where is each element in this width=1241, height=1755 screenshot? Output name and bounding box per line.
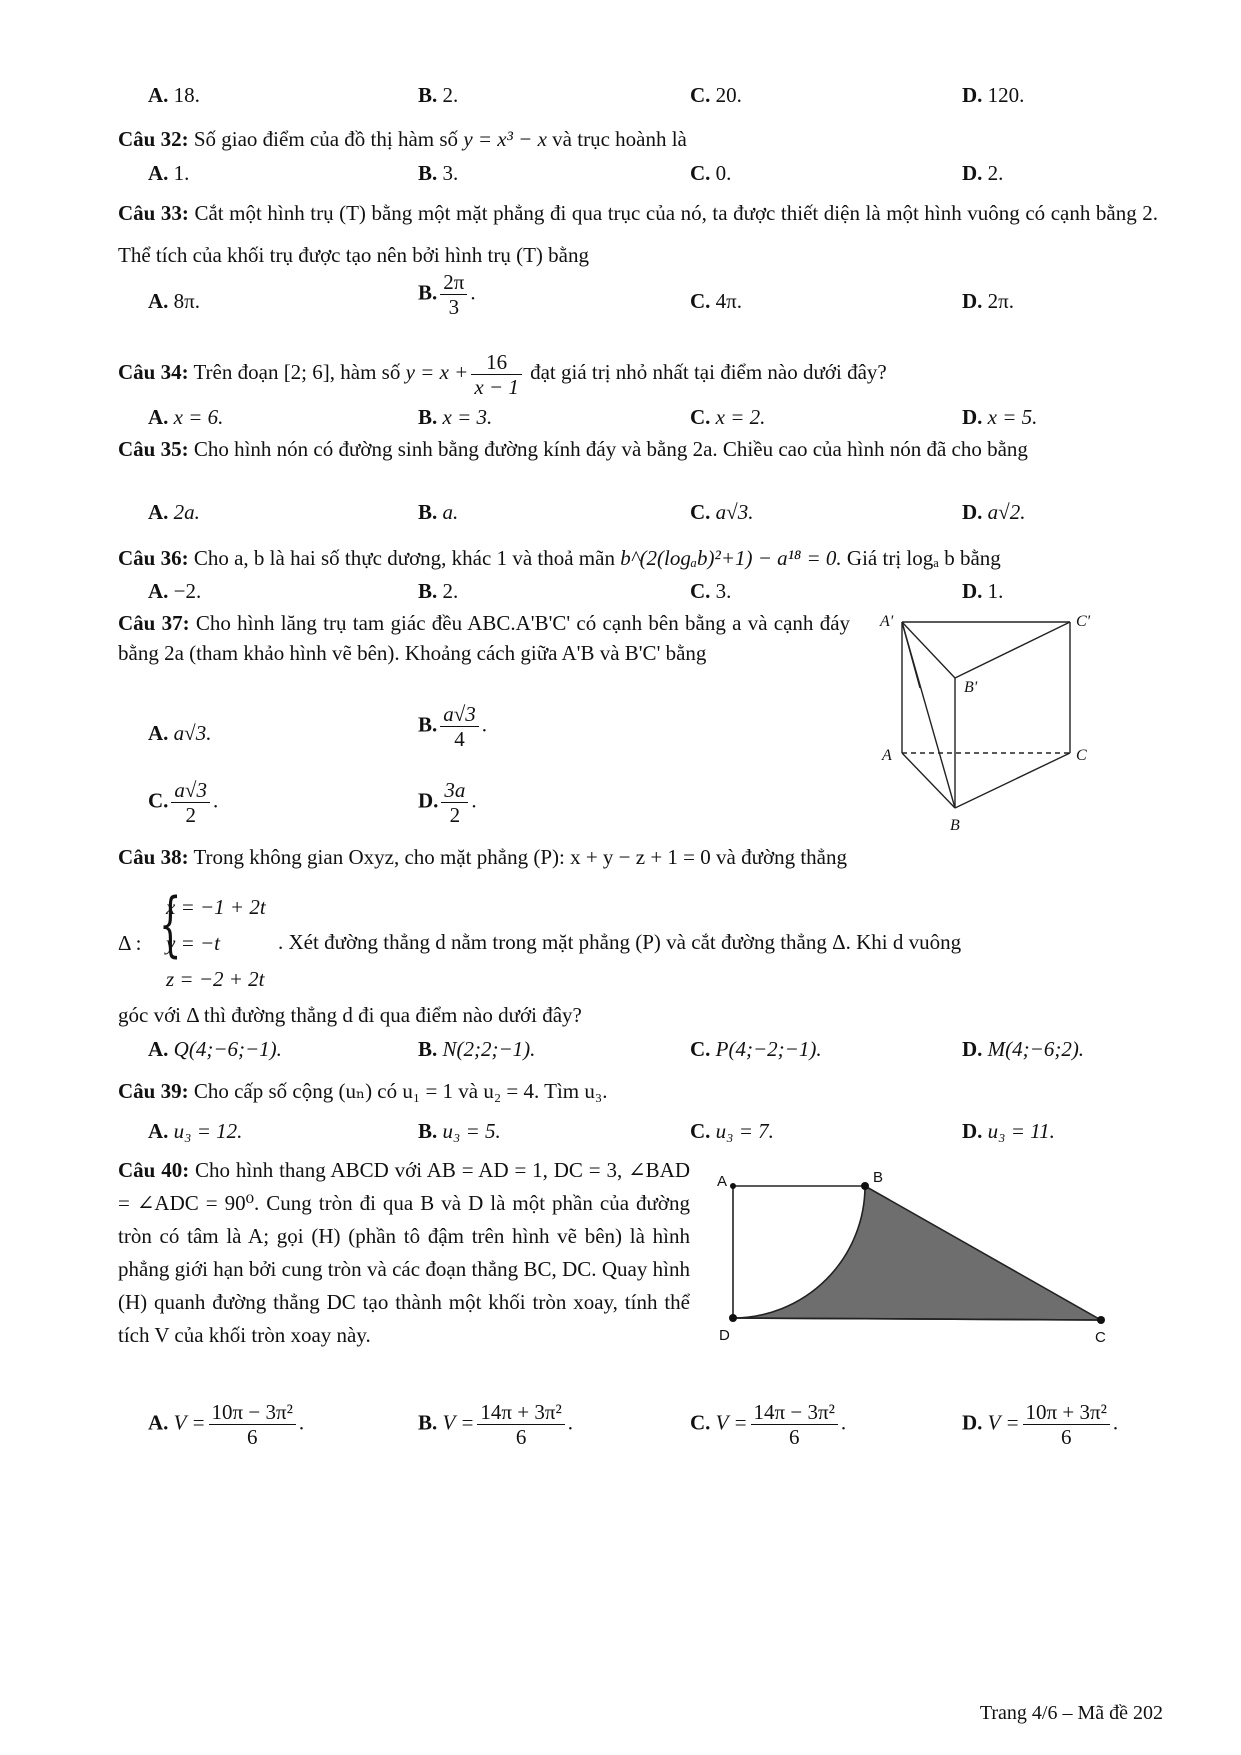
q40-option-c: C. V = $\frac{\text{14π − 3π²}}{6}$ . [690, 1400, 847, 1449]
q40-option-b: B. V = $\frac{\text{14π + 3π²}}{6}$ . [418, 1400, 573, 1449]
label-C1: C' [1076, 613, 1091, 630]
q38-option-b: B. N(2;2;−1). [418, 1037, 536, 1061]
q33-option-a: A. 8π. [148, 289, 201, 313]
q33-option-b: B. $\frac{2\pi}{3}$ . [418, 270, 476, 319]
q35-option-d: D. a√2. [962, 500, 1026, 524]
q39-option-d: D. u₃ = 11. [962, 1119, 1055, 1143]
q37-stem: Câu 37: Cho hình lăng trụ tam giác đều ABC.A'B'C' có cạnh bên bằng a và cạnh đáy bằng 2a (tham khảo hình vẽ bên). Khoảng cách giữa A'B và B'C' bằng [118, 611, 851, 665]
page-footer: Trang 4/6 – Mã đề 202 [979, 1702, 1163, 1724]
q39-stem: Câu 39: Cho cấp số cộng (uₙ) có u₁ = 1 và u₂ = 4. Tìm u₃. [118, 1079, 608, 1103]
q31-option-d: D. 120. [962, 83, 1025, 107]
q38-option-c: C. P(4;−2;−1). [690, 1037, 822, 1061]
q34-stem: Câu 34: Trên đoạn [2; 6], hàm số y = x + $\frac{16}{x - 1}$ đạt giá trị nhỏ nhất tại điểm nào dưới đây? [118, 349, 887, 399]
q34-option-a: A. x = 6. [148, 405, 224, 429]
q35-option-c: C. a√3. [690, 500, 754, 524]
label-C: C [1076, 747, 1087, 764]
q36-option-c: C. 3. [690, 579, 732, 603]
q37-option-c: C. $\frac{a√3}{2}$ . [148, 778, 219, 827]
q40-stem: Câu 40: Cho hình thang ABCD với AB = AD = 1, DC = 3, ∠BAD = ∠ADC = 90⁰. Cung tròn đi qua B và D là một phần của đường tròn có tâm là A; gọi (H) (phần tô đậm trên hình vẽ bên) là hình phẳng giới hạn bởi cung tròn và các đoạn thẳng BC, DC. Quay hình (H) quanh đường thẳng DC tạo thành một khối tròn xoay, tính thể tích V của khối tròn xoay này. [118, 1158, 691, 1347]
q34-option-c: C. x = 2. [690, 405, 766, 429]
q32-option-b: B. 3. [418, 161, 459, 185]
prism-figure [870, 608, 1110, 838]
q40-option-a: A. V = $\frac{\text{10π − 3π²}}{6}$ . [148, 1400, 305, 1449]
label-D: D [719, 1327, 730, 1344]
q37-option-d: D. $\frac{3a}{2}$ . [418, 778, 477, 827]
trapezoid-figure [717, 1169, 1125, 1346]
label-A1: A' [880, 613, 894, 630]
q38-stem: Câu 38: Trong không gian Oxyz, cho mặt phẳng (P): x + y − z + 1 = 0 và đường thẳng [118, 845, 847, 869]
q31-option-c: C. 20. [690, 83, 742, 107]
q34-option-d: D. x = 5. [962, 405, 1038, 429]
label-A: A [717, 1173, 728, 1190]
q32-option-d: D. 2. [962, 161, 1004, 185]
q35-option-b: B. a. [418, 500, 459, 524]
q35-option-a: A. 2a. [148, 500, 200, 524]
q32-option-a: A. 1. [148, 161, 190, 185]
q31-option-b: B. 2. [418, 83, 459, 107]
q32-option-c: C. 0. [690, 161, 732, 185]
q40-option-d: D. V = $\frac{\text{10π + 3π²}}{6}$ . [962, 1400, 1119, 1449]
q34-option-b: B. x = 3. [418, 405, 493, 429]
q36-option-b: B. 2. [418, 579, 459, 603]
q32-stem: Câu 32: Số giao điểm của đồ thị hàm số y = x³ − x và trục hoành là [118, 127, 687, 151]
q37-option-b: B. $\frac{a√3}{4}$ . [418, 702, 488, 751]
q36-option-a: A. −2. [148, 579, 202, 603]
q36-option-d: D. 1. [962, 579, 1004, 603]
q33-option-c: C. 4π. [690, 289, 743, 313]
label-B: B [950, 817, 960, 834]
q38-option-d: D. M(4;−6;2). [962, 1037, 1085, 1061]
q39-option-a: A. u₃ = 12. [148, 1119, 243, 1143]
label-B: B [873, 1169, 884, 1186]
q31-option-a: A. 18. [148, 83, 200, 107]
label-B1: B' [964, 679, 978, 696]
label-C: C [1095, 1329, 1106, 1346]
q39-option-b: B. u₃ = 5. [418, 1119, 501, 1143]
q38-option-a: A. Q(4;−6;−1). [148, 1037, 282, 1061]
q35-stem: Câu 35: Cho hình nón có đường sinh bằng đường kính đáy và bằng 2a. Chiều cao của hình nón đã cho bằng [118, 437, 1028, 461]
label-A: A [882, 747, 892, 764]
q36-stem: Câu 36: Cho a, b là hai số thực dương, khác 1 và thoả mãn b^(2(logₐb)²+1) − a¹⁸ = 0. Giá trị logₐ b bằng [118, 546, 1001, 570]
q33-option-d: D. 2π. [962, 289, 1015, 313]
q38-stem-end: góc với Δ thì đường thẳng d đi qua điểm nào dưới đây? [118, 1003, 582, 1027]
q33-stem: Câu 33: Cắt một hình trụ (T) bằng một mặt phẳng đi qua trục của nó, ta được thiết diện là một hình vuông có cạnh bằng 2. Thể tích của khối trụ được tạo nên bởi hình trụ (T) bằng [118, 201, 1159, 267]
q37-option-a: A. a√3. [148, 721, 212, 745]
q38-stem-cont: . Xét đường thẳng d nằm trong mặt phẳng (P) và cắt đường thẳng Δ. Khi d vuông [278, 930, 962, 954]
q39-option-c: C. u₃ = 7. [690, 1119, 774, 1143]
